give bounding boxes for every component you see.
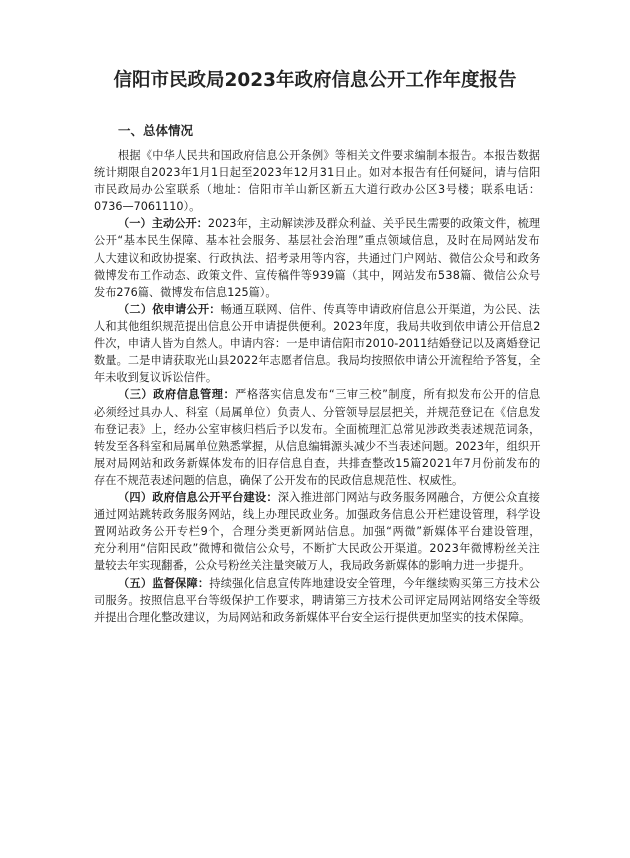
paragraph-label: （三）政府信息管理： (118, 388, 236, 401)
paragraph-first-line (118, 387, 541, 403)
paragraph-line (94, 541, 540, 557)
paragraph-line (94, 268, 541, 284)
paragraph-label: （一）主动公开： (118, 217, 208, 230)
paragraph-text: 并提出合理化整改建议，为局网站和政务新媒体平台安全运行提供更加坚实的技术保障。 (94, 611, 531, 624)
paragraph-text: 根据《中华人民共和国政府信息公开条例》等相关文件要求编制本报告。本报告数据 (118, 149, 541, 162)
paragraph-line (94, 165, 541, 181)
paragraph-text: 件次，申请人皆为自然人。申请内容：一是申请信阳市2010-2011结婚登记以及离婚登记 (94, 337, 541, 350)
paragraph-line (94, 251, 541, 267)
paragraph-line (94, 456, 541, 472)
paragraph-text: 置网站政务公开专栏9个，合理分类更新网站信息。加强“两微”新媒体平台建设管理， (94, 525, 542, 538)
paragraph-first-line (118, 148, 540, 164)
paragraph-line (94, 353, 541, 369)
paragraph-text: 充分利用“信阳民政”微博和微信公众号，不断扩大民政公开渠道。2023年微博粉丝关注 (94, 542, 540, 555)
paragraph-text: 布登记表》上，经办公室审核归档后予以发布。全面梳理汇总常见涉政类表述规范词条， (94, 423, 541, 436)
paragraph-text: 年未收到复议诉讼信件。 (94, 371, 218, 384)
paragraph-text: 展对局网站和政务新媒体发布的旧存信息自查，共排查整改15篇2021年7月份前发布的 (94, 457, 541, 470)
paragraph-text: 发布276篇、微博发布信息125篇）。 (94, 286, 277, 299)
paragraph-line (94, 405, 541, 421)
paragraph-text: 市民政局办公室联系（地址：信阳市羊山新区新五大道行政办公区3号楼；联系电话： (94, 183, 541, 196)
paragraph-text: 持续强化信息宣传阵地建设安全管理，今年继续购买第三方技术公 (209, 577, 541, 590)
paragraph-text: 司服务。按照信息平台等级保护工作要求，聘请第三方技术公司评定局网站网络安全等级 (94, 594, 541, 607)
paragraph-line (94, 336, 540, 352)
paragraph-text: 畅通互联网、信件、传真等申请政府信息公开渠道，为公民、法 (220, 303, 541, 316)
section-heading-overview: 一、总体情况 (118, 123, 194, 138)
paragraph-text: 深入推进部门网站与政务服务网融合，方便公众直接 (277, 491, 541, 504)
paragraph-first-line (118, 216, 540, 232)
paragraph-text: 公开“基本民生保障、基本社会服务、基层社会治理”重点领域信息，及时在局网站发布 (94, 234, 541, 247)
paragraph-text: 存在不规范表述问题的信息，确保了公开发布的民政信息规范性、权威性。 (94, 474, 464, 487)
paragraph-text: 转发至各科室和局属单位熟悉掌握，从信息编辑源头减少不当表述问题。2023年，组织开 (94, 440, 541, 453)
paragraph-text: 人大建议和政协提案、行政执法、招考录用等内容，共通过门户网站、微信公众号和政务 (94, 252, 541, 265)
paragraph-line (94, 182, 541, 198)
paragraph-line (94, 199, 200, 215)
paragraph-first-line (118, 576, 540, 592)
paragraph-line (94, 593, 541, 609)
paragraph-line (94, 473, 463, 489)
paragraph-text: 必须经过具办人、科室（局属单位）负责人、分管领导层层把关，并规范登记在《信息发 (94, 406, 541, 419)
paragraph-line (94, 233, 540, 249)
paragraph-text: 人和其他组织规范提出信息公开申请提供便利。2023年度，我局共收到依申请公开信息2 (94, 320, 541, 333)
paragraph-line (94, 524, 541, 540)
paragraph-first-line (118, 302, 540, 318)
paragraph-text: 微博发布工作动态、政策文件、宣传稿件等939篇（其中，网站发布538篇、微信公众号 (94, 269, 541, 282)
paragraph-text: 数量。二是申请获取光山县2022年志愿者信息。我局均按照依申请公开流程给予答复，全 (94, 354, 541, 367)
paragraph-text: 统计期限自2023年1月1日起至2023年12月31日止。如对本报告有任何疑问，请与信阳 (94, 166, 541, 179)
paragraph-label: （五）监督保障： (118, 577, 210, 590)
paragraph-label: （四）政府信息公开平台建设： (118, 491, 278, 504)
paragraph-text: 2023年，主动解读涉及群众利益、关乎民生需要的政策文件，梳理 (207, 217, 541, 230)
paragraph-line (94, 370, 217, 386)
paragraph-line (94, 319, 541, 335)
paragraph-first-line (118, 490, 540, 506)
paragraph-line (94, 558, 530, 574)
paragraph-line (94, 610, 530, 626)
paragraph-line (94, 507, 541, 523)
paragraph-text: 严格落实信息发布“三审三校”制度，所有拟发布公开的信息 (235, 388, 541, 401)
paragraph-line (94, 439, 541, 455)
paragraph-text: 通过网站跳转政务服务网站，线上办理民政业务。加强政务信息公开栏建设管理，科学设 (94, 508, 541, 521)
paragraph-text: 量较去年实现翻番，公众号粉丝关注量突破万人，我局政务新媒体的影响力进一步提升。 (94, 559, 531, 572)
paragraph-text: 0736—7061110）。 (94, 200, 201, 213)
paragraph-line (94, 285, 277, 301)
paragraph-line (94, 422, 541, 438)
page-title: 信阳市民政局2023年政府信息公开工作年度报告 (113, 70, 517, 91)
paragraph-label: （二）依申请公开： (118, 303, 221, 316)
